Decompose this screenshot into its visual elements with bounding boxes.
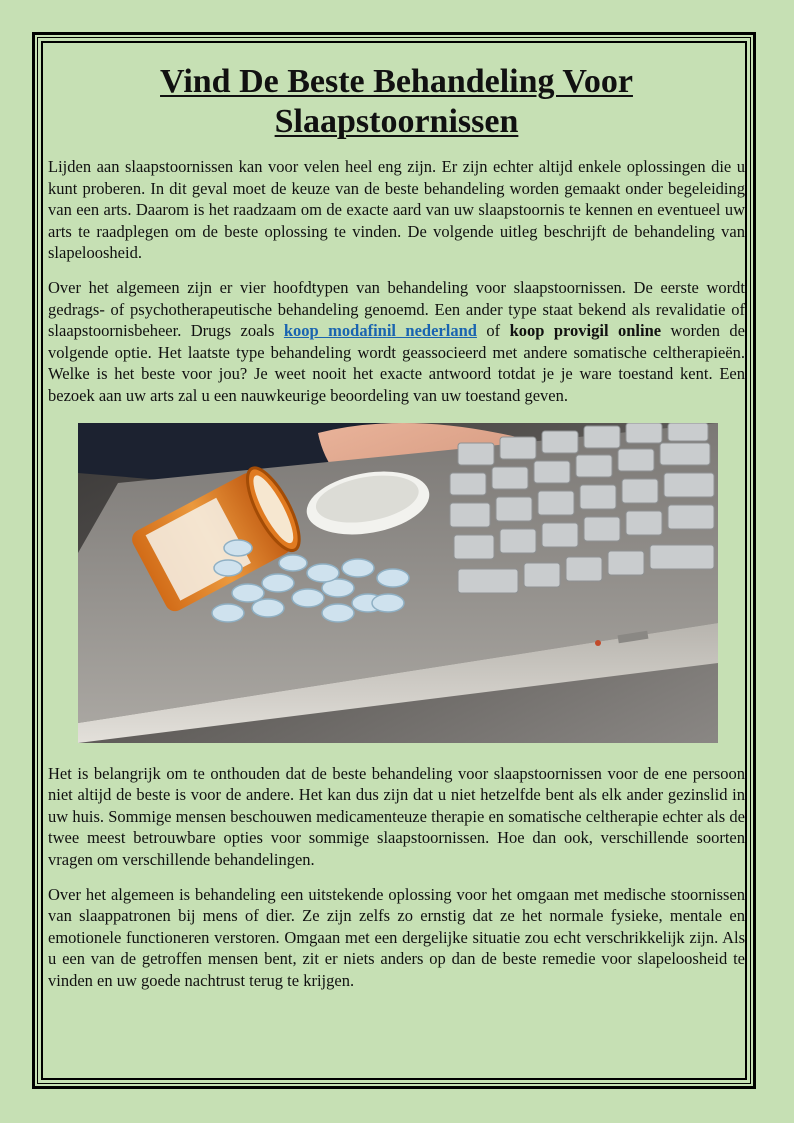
paragraph-intro: Lijden aan slaapstoornissen kan voor velen heel eng zijn. Er zijn echter altijd enkele oplossingen die u kunt proberen. In dit geval moet de keuze van de beste behandeling worden gemaakt onder begeleiding van een arts. Daarom is het raadzaam om de exacte aard van uw slaapstoornis te kennen en eventueel uw arts te raadplegen om de beste oplossing te vinden. De volgende uitleg beschrijft de behandeling van slapeloosheid. [48, 157, 745, 263]
paragraph-text: Over het algemeen zijn er vier hoofdtypen van behandeling voor slaapstoornissen. De eerste wordt gedrags- of psychotherapeutische behandeling genoemd. Een ander type staat bekend als revalidatie of slaapstoornisbeheer. Drugs zoals [48, 277, 745, 341]
modafinil-link[interactable]: koop modafinil nederland [283, 321, 477, 341]
paragraph-text: of [476, 321, 510, 341]
paragraph-text: worden de volgende optie. Het laatste type behandeling wordt geassocieerd met andere somatische celtherapieën. Welke is het beste voor jou? Je weet nooit het exacte antwoord totdat je je ware toestand kent. Een bezoek aan uw arts zal u een nauwkeurige beoordeling van uw toestand geven. [48, 321, 745, 405]
provigil-bold-text: koop provigil online [509, 321, 662, 341]
paragraph-conclusion: Over het algemeen is behandeling een uitstekende oplossing voor het omgaan met medische stoornissen van slaappatronen bij mens of dier. Ze zijn zelfs zo ernstig dat ze het normale fysieke, mentale en emotionele functioneren verstoren. Omgaan met een dergelijke situatie zou echt verschrikkelijk zijn. Als u een van de getroffen mensen bent, zit er niets anders op dan de beste remedie voor slapeloosheid te vinden en uw goede nachtrust terug te krijgen. [48, 884, 745, 990]
pill-bottle-photo [78, 423, 718, 743]
paragraph-individual: Het is belangrijk om te onthouden dat de beste behandeling voor slaapstoornissen voor de ene persoon niet altijd de beste is voor de andere. Het kan dus zijn dat u niet hetzelfde bent als elk ander gezinslid in uw huis. Sommige mensen beschouwen medicamenteuze therapie en somatische celtherapie echter als de twee meest betrouwbare opties voor sommige slaapstoornissen. Hoe dan ook, verschillende soorten vragen om verschillende behandelingen. [48, 763, 745, 869]
page-title: Vind De Beste Behandeling Voor Slaapstoornissen [160, 63, 633, 140]
paragraph-treatment-types [48, 277, 745, 407]
article [48, 62, 745, 1004]
pill-bottle-illustration [78, 423, 718, 743]
